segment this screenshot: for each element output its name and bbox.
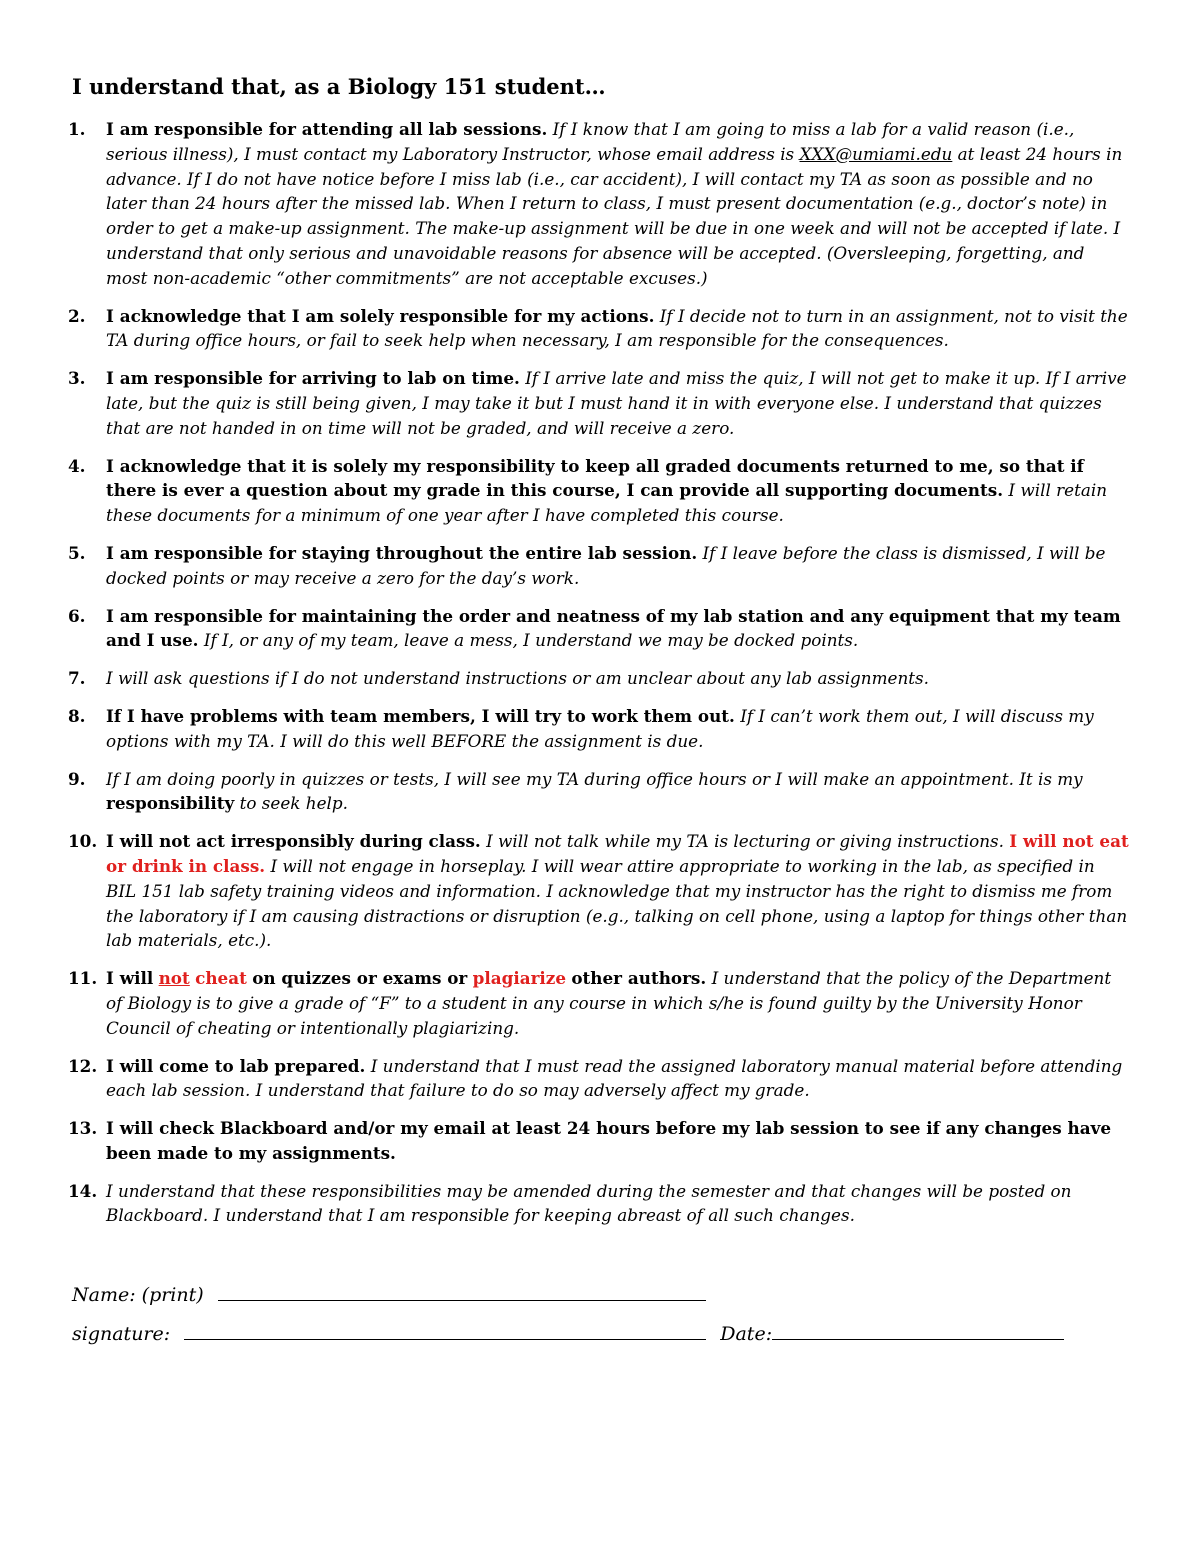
item-number: 11. (68, 968, 98, 989)
list-item (68, 966, 1130, 1040)
item-number: 6. (68, 605, 86, 626)
item-statement: I will not act irresponsibly during class. (106, 831, 481, 852)
item-detail: I understand that the policy of the Department of Biology is to give a grade of “F” to a student in any course in which s/he is found guilty by the University Honor Council of cheating or intentionally plagiarizing. (106, 968, 1112, 1038)
item-number: 7. (68, 668, 86, 689)
item-number: 13. (68, 1118, 98, 1139)
item-statement: on quizzes or exams or (252, 968, 468, 989)
list-item (68, 767, 1130, 817)
red-warning: not (158, 968, 190, 989)
item-detail: I will retain these documents for a minimum of one year after I have completed this course. (106, 480, 1108, 526)
list-item (68, 1116, 1130, 1166)
list-item (68, 604, 1130, 654)
responsibility-list (68, 117, 1130, 1241)
item-number: 1. (68, 119, 86, 139)
list-item (68, 1054, 1130, 1104)
list-item (68, 704, 1130, 754)
item-number: 3. (68, 368, 86, 389)
date-label: Date: (720, 1323, 773, 1345)
list-item (68, 541, 1130, 591)
item-statement: other authors. (571, 968, 707, 989)
item-statement: I will (106, 968, 154, 989)
signature-row (72, 1321, 1064, 1345)
item-detail: at least 24 hours in advance. If I do not have notice before I miss lab (i.e., car accident), I will contact my TA as soon as possible and no later than 24 hours after the missed lab. When I return to class, I must present documentation (e.g., doctor’s note) in order to get a make-up assignment. The make-up assignment will be due in one week and will not be accepted if late. I understand that only serious and unavoidable reasons for absence will be accepted. (Oversleeping, forgetting, and most non-academic “other commitments” are not acceptable excuses.) (106, 143, 1123, 288)
item-statement: I acknowledge that I am solely responsible for my actions. (106, 305, 655, 326)
name-row (72, 1282, 706, 1306)
item-statement: I am responsible for staying throughout the entire lab session. (106, 542, 698, 563)
item-detail: If I know that I am going to miss a lab for a valid reason (i.e., serious illness), I must contact my Laboratory Instructor, whose email address is (106, 119, 1075, 164)
name-field[interactable] (218, 1282, 706, 1301)
list-item (68, 454, 1130, 528)
item-detail: If I decide not to turn in an assignment, not to visit the TA during office hours, or fail to seek help when necessary, I am responsible for the consequences. (106, 305, 1128, 351)
item-number: 4. (68, 455, 86, 476)
red-warning: cheat (195, 968, 247, 989)
date-field[interactable] (772, 1321, 1064, 1340)
item-detail: I understand that I must read the assigned laboratory manual material before attending each lab session. I understand that failure to do so may adversely affect my grade. (106, 1055, 1123, 1101)
item-statement: I am responsible for arriving to lab on time. (106, 368, 520, 389)
item-detail: If I, or any of my team, leave a mess, I understand we may be docked points. (203, 630, 859, 651)
item-detail: If I arrive late and miss the quiz, I will not get to make it up. If I arrive late, but the quiz is still being given, I may take it but I must hand it in with everyone else. I understand that quizzes that are not handed in on time will not be graded, and will receive a zero. (106, 368, 1127, 438)
list-item (68, 1179, 1130, 1229)
item-number: 12. (68, 1055, 98, 1076)
item-number: 8. (68, 705, 86, 726)
item-statement: I acknowledge that it is solely my responsibility to keep all graded documents returned to me, so that if there is ever a question about my grade in this course, I can provide all supporting documents. (106, 455, 1084, 501)
item-detail: I will ask questions if I do not understand instructions or am unclear about any lab assignments. (106, 668, 929, 689)
red-warning: I will not eat or drink in class. (106, 831, 1129, 876)
item-detail: I will not engage in horseplay. I will wear attire appropriate to working in the lab, as specified in BIL 151 lab safety training videos and information. I acknowledge that my instructor has the right to dismiss me from the laboratory if I am causing distractions or disruption (e.g., talking on cell phone, using a laptop for things other than lab materials, etc.). (106, 855, 1128, 951)
item-detail: I understand that these responsibilities may be amended during the semester and that changes will be posted on Blackboard. I understand that I am responsible for keeping abreast of all such changes. (106, 1180, 1072, 1226)
item-number: 2. (68, 305, 86, 326)
item-emphasis: responsibility (106, 793, 235, 814)
item-statement: I will check Blackboard and/or my email at least 24 hours before my lab session to see if any changes have been made to my assignments. (106, 1118, 1112, 1163)
signature-field[interactable] (184, 1321, 706, 1340)
list-item (68, 366, 1130, 440)
item-detail: If I am doing poorly in quizzes or tests, I will see my TA during office hours or I will make an appointment. It is my (106, 768, 1083, 789)
name-label: Name: (print) (72, 1284, 204, 1306)
item-statement: I am responsible for maintaining the order and neatness of my lab station and any equipment that my team and I use. (106, 605, 1121, 651)
red-warning: plagiarize (472, 968, 567, 989)
item-detail: If I can’t work them out, I will discuss my options with my TA. I will do this well BEFORE the assignment is due. (106, 705, 1094, 751)
item-statement: I will come to lab prepared. (106, 1055, 366, 1076)
item-number: 5. (68, 542, 86, 563)
item-statement: If I have problems with team members, I will try to work them out. (106, 705, 735, 726)
list-item (68, 829, 1130, 953)
list-item (68, 666, 1130, 691)
item-number: 9. (68, 768, 86, 789)
instructor-email-link[interactable]: XXX@umiami.edu (799, 143, 953, 164)
list-item (68, 117, 1130, 291)
item-detail: to seek help. (239, 793, 348, 814)
list-item (68, 304, 1130, 354)
item-number: 10. (68, 831, 98, 852)
signature-label: signature: (72, 1323, 171, 1345)
page-title: I understand that, as a Biology 151 student… (72, 74, 606, 99)
item-detail: I will not talk while my TA is lecturing or giving instructions. (486, 831, 1004, 852)
item-statement: I am responsible for attending all lab sessions. (106, 119, 548, 139)
item-number: 14. (68, 1180, 98, 1201)
item-detail: If I leave before the class is dismissed, I will be docked points or may receive a zero for the day’s work. (106, 542, 1106, 588)
